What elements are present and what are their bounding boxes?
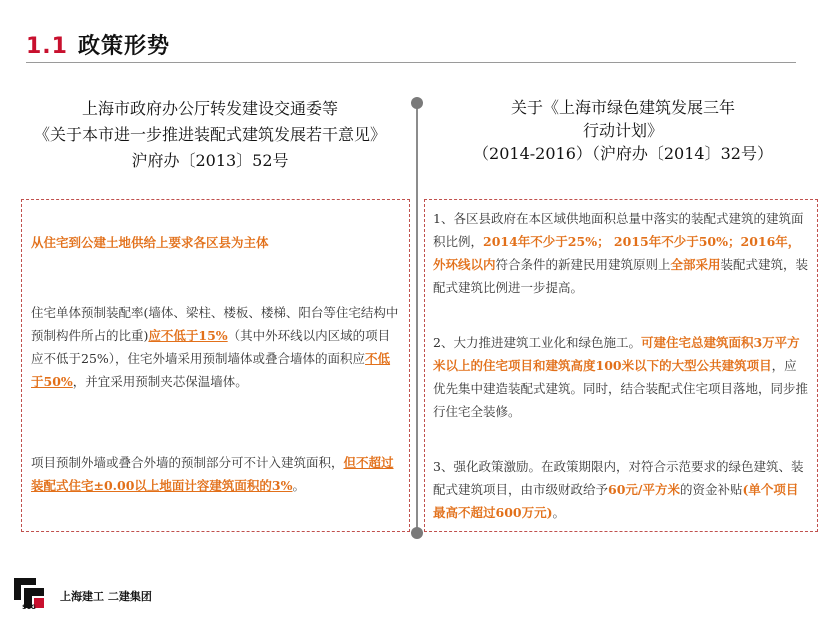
section-number: 1.1 (26, 34, 68, 59)
divider-dot-top (411, 97, 423, 109)
right-p1-text-1: 1、各区县政府在本区域供地面积总量中落实的装配式建筑的建筑面积比例， (433, 211, 804, 249)
left-heading-line-3: 沪府办〔2013〕52号 (131, 151, 289, 170)
right-p2-highlight-1: 可建住宅总建筑面积3万平方米以上的住宅项目和建筑高度100米以下的大型公共建筑项目 (433, 335, 800, 373)
left-paragraph-1: 从住宅到公建土地供给上要求各区县为主体 (31, 235, 269, 250)
right-p1-text-2: 符合条件的新建民用建筑原则上 (495, 257, 671, 272)
section-title: 政策形势 (77, 34, 170, 59)
left-heading-line-1: 上海市政府办公厅转发建设交通委等 (81, 99, 338, 118)
right-p2-text-1: 2、大力推进建筑工业化和绿色施工。 (433, 335, 641, 350)
left-column-heading (10, 96, 410, 174)
right-p3-highlight-2: (单个项目最高不超过600万元) (433, 482, 799, 520)
left-p2-text-2: （其中外环线以内区域的项目应不低于25%），住宅外墙采用预制墙体或叠合墙体的面积应 (31, 328, 391, 366)
right-p3-highlight-1: 60元/平方米 (608, 482, 680, 497)
left-heading-line-2: 《关于本市进一步推进装配式建筑发展若干意见》 (33, 125, 386, 144)
left-paragraph-3 (31, 451, 399, 497)
left-p3-text-1: 项目预制外墙或叠合外墙的预制部分可不计入建筑面积， (31, 455, 344, 470)
right-heading-line-2: 行动计划》 (582, 121, 663, 140)
center-divider (416, 104, 418, 534)
right-paragraph-1 (433, 207, 809, 299)
right-p2-text-2: ，应优先集中建造装配式建筑。同时，结合装配式住宅项目落地，同步推行住宅全装修。 (433, 358, 809, 419)
right-p1-highlight-1: 2014年不少于25%； 2015年不少于50%；2016年，外环线以内 (433, 234, 801, 272)
company-logo-icon (12, 576, 46, 610)
right-p3-text-2: 的资金补贴 (679, 482, 743, 497)
divider-dot-bottom (411, 527, 423, 539)
company-name: 上海建工 二建集团 (60, 590, 152, 603)
right-p3-text-1: 3、强化政策激励。在政策期限内，对符合示范要求的绿色建筑、装配式建筑项目，由市级财政给予 (433, 459, 804, 497)
left-p2-text-1: 住宅单体预制装配率(墙体、梁柱、楼板、楼梯、阳台等住宅结构中预制构件所占的比重) (31, 305, 399, 343)
page-title (26, 29, 170, 60)
left-p2-highlight-2: 不低于50% (31, 351, 391, 389)
left-paragraph-2 (31, 301, 399, 393)
right-heading-line-1: 关于《上海市绿色建筑发展三年 (510, 98, 735, 117)
left-p2-highlight-1: 应不低于15% (148, 328, 228, 343)
left-p2-text-3: ，并宜采用预制夹芯保温墙体。 (72, 374, 248, 389)
left-p3-text-2: 。 (292, 478, 306, 493)
right-p1-text-3: 装配式建筑，装配式建筑比例进一步提高。 (433, 257, 809, 295)
right-column-heading (428, 96, 818, 165)
right-p1-highlight-2: 全部采用 (670, 257, 721, 272)
right-paragraph-2 (433, 331, 809, 423)
title-rule (26, 62, 796, 63)
right-paragraph-3 (433, 455, 809, 524)
left-p3-highlight-1: 但不超过装配式住宅±0.00以上地面计容建筑面积的3% (31, 455, 394, 493)
logo-text: SCG (22, 604, 36, 610)
right-p3-text-3: 。 (552, 505, 566, 520)
right-heading-line-3: （2014-2016）（沪府办〔2014〕32号） (473, 144, 773, 163)
